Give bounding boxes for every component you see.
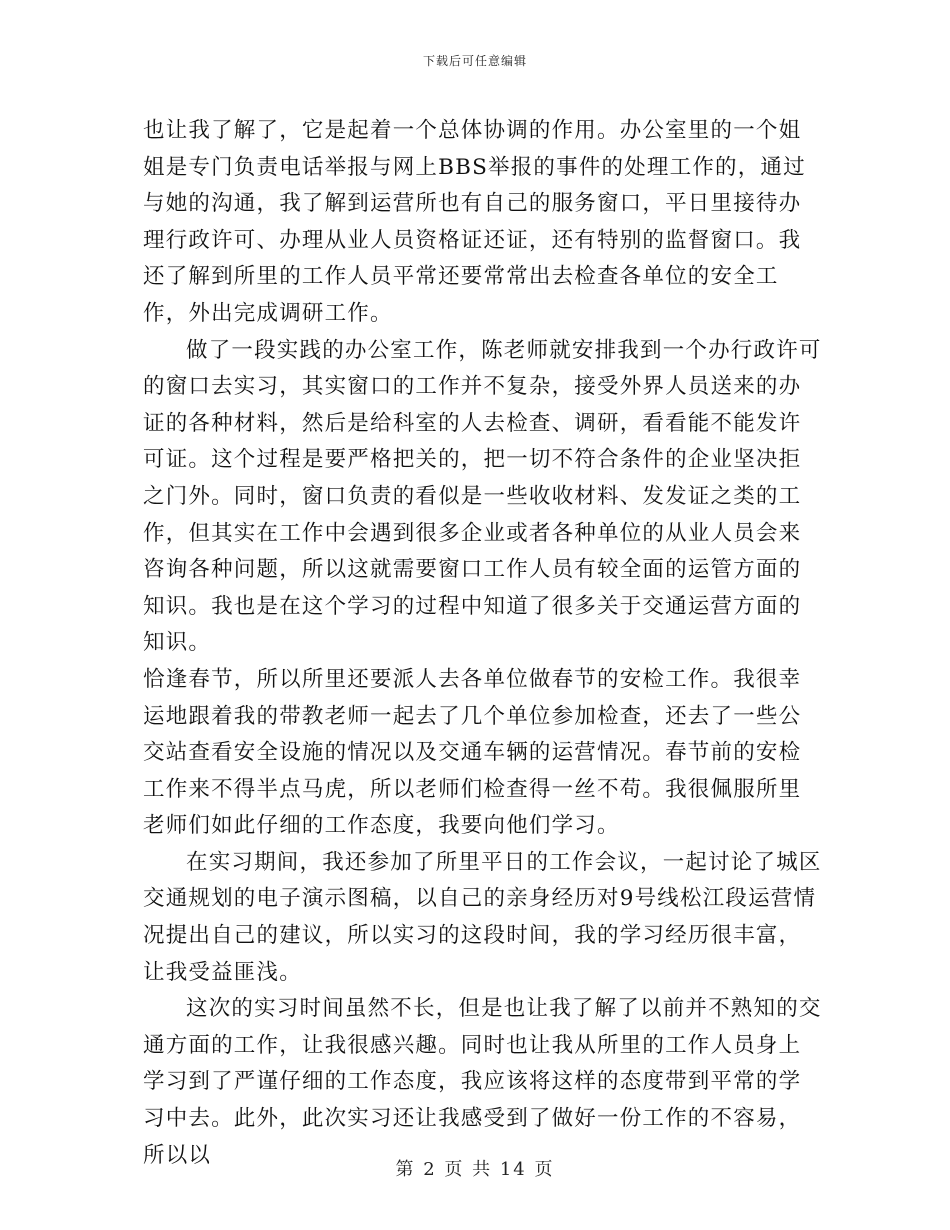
paragraph-3: 恰逢春节，所以所里还要派人去各单位做春节的安检工作。我很幸运地跟着我的带教老师一起去了几个单位参加检查，还去了一些公交站查看安全设施的情况以及交通车辆的运营情况。春节前的安检工作来不得半点马虎，所以老师们检查得一丝不苟。我很佩服所里老师们如此仔细的工作态度，我要向他们学习。: [143, 666, 802, 839]
paragraph-4: 在实习期间，我还参加了所里平日的工作会议，一起讨论了城区交通规划的电子演示图稿，以自己的亲身经历对9号线松江段运营情况提出自己的建议，所以实习的这段时间，我的学习经历很丰富，让我受益匪浅。: [143, 849, 822, 985]
paragraph-5: 这次的实习时间虽然不长，但是也让我了解了以前并不熟知的交通方面的工作，让我很感兴趣。同时也让我从所里的工作人员身上学习到了严谨仔细的工作态度，我应该将这样的态度带到平常的学习中去。此外，此次实习还让我感受到了做好一份工作的不容易，所以以: [143, 996, 822, 1168]
paragraph-1: 也让我了解了，它是起着一个总体协调的作用。办公室里的一个姐姐是专门负责电话举报与网上BBS举报的事件的处理工作的，通过与她的沟通，我了解到运营所也有自己的服务窗口，平日里接待办理行政许可、办理从业人员资格证还证，还有特别的监督窗口。我还了解到所里的工作人员平常还要常常出去检查各单位的安全工作，外出完成调研工作。: [143, 118, 806, 326]
document-body: [143, 113, 823, 1174]
page-number-footer: 第 2 页 共 14 页: [395, 1159, 555, 1180]
page-header: 下载后可任意编辑: [422, 54, 527, 68]
paragraph-2: 做了一段实践的办公室工作，陈老师就安排我到一个办行政许可的窗口去实习，其实窗口的工作并不复杂，接受外界人员送来的办证的各种材料，然后是给科室的人去检查、调研，看看能不能发许可证。这个过程是要严格把关的，把一切不符合条件的企业坚决拒之门外。同时，窗口负责的看似是一些收收材料、发发证之类的工作，但其实在工作中会遇到很多企业或者各种单位的从业人员会来咨询各种问题，所以这就需要窗口工作人员有较全面的运管方面的知识。我也是在这个学习的过程中知道了很多关于交通运营方面的知识。: [143, 337, 822, 656]
